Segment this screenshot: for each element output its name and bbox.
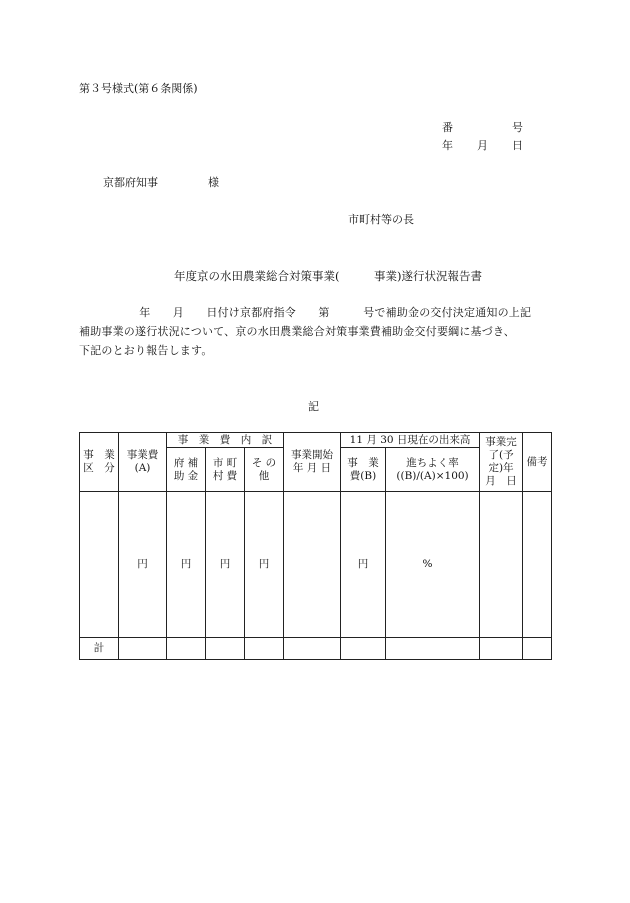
body-line-2: 補助事業の遂行状況について、京の水田農業総合対策事業費補助金交付要綱に基づき、	[79, 325, 515, 338]
table-row	[80, 492, 552, 638]
header-row-1	[80, 433, 552, 448]
date-label-month: 月	[477, 139, 488, 152]
addressee-name: 京都府知事	[103, 176, 158, 189]
cell-jigyohi-b-unit[interactable]: 円	[341, 492, 386, 638]
sender-title: 市町村等の長	[348, 213, 414, 226]
cell-shichoson-unit[interactable]: 円	[206, 492, 245, 638]
form-number: 第３号様式(第６条関係)	[79, 82, 198, 95]
header-kubun: 事 業 区 分	[80, 433, 119, 492]
total-kaishi[interactable]	[284, 638, 341, 660]
number-label-ban: 番	[442, 121, 453, 134]
report-table	[79, 432, 552, 660]
cell-jigyohi-unit[interactable]: 円	[119, 492, 167, 638]
total-biko[interactable]	[523, 638, 552, 660]
date-label-day: 日	[512, 139, 523, 152]
body-line-3: 下記のとおり報告します。	[79, 344, 213, 357]
header-shinchoku-ritsu: 進ちよく率 ((B)/(A)×100)	[386, 448, 480, 492]
number-label-go: 号	[512, 121, 523, 134]
total-shichoson[interactable]	[206, 638, 245, 660]
document-title: 年度京の水田農業総合対策事業( 事業)遂行状況報告書	[174, 269, 482, 283]
total-jigyohi[interactable]	[119, 638, 167, 660]
header-shichoson-hi: 市 町 村 費	[206, 448, 245, 492]
total-fu[interactable]	[167, 638, 206, 660]
cell-kaishi[interactable]	[284, 492, 341, 638]
addressee-sama: 様	[208, 176, 219, 189]
header-kaishi: 事業開始 年 月 日	[284, 433, 341, 492]
header-uchiwake: 事 業 費 内 訳	[167, 433, 284, 448]
header-biko: 備考	[523, 433, 552, 492]
cell-fu-unit[interactable]: 円	[167, 492, 206, 638]
total-kanryo[interactable]	[480, 638, 523, 660]
total-sonota[interactable]	[245, 638, 284, 660]
header-kanryo: 事業完 了(予 定)年 月 日	[480, 433, 523, 492]
cell-sonota-unit[interactable]: 円	[245, 492, 284, 638]
date-label-year: 年	[442, 139, 453, 152]
ki-heading: 記	[308, 400, 319, 413]
cell-kanryo[interactable]	[480, 492, 523, 638]
header-dekidaka: 11 月 30 日現在の出来高	[341, 433, 480, 448]
cell-kubun[interactable]	[80, 492, 119, 638]
header-sonota: そ の 他	[245, 448, 284, 492]
header-jigyohi-b: 事 業 費(B)	[341, 448, 386, 492]
total-row	[80, 638, 552, 660]
header-jigyohi: 事業費 (A)	[119, 433, 167, 492]
body-line-1: 年 月 日付け京都府指令 第 号で補助金の交付決定通知の上記	[128, 306, 532, 319]
header-fu-hojokin: 府 補 助 金	[167, 448, 206, 492]
cell-shinchoku-unit[interactable]: %	[386, 492, 480, 638]
cell-biko[interactable]	[523, 492, 552, 638]
total-shinchoku[interactable]	[386, 638, 480, 660]
total-label: 計	[80, 638, 119, 660]
total-jigyohi-b[interactable]	[341, 638, 386, 660]
